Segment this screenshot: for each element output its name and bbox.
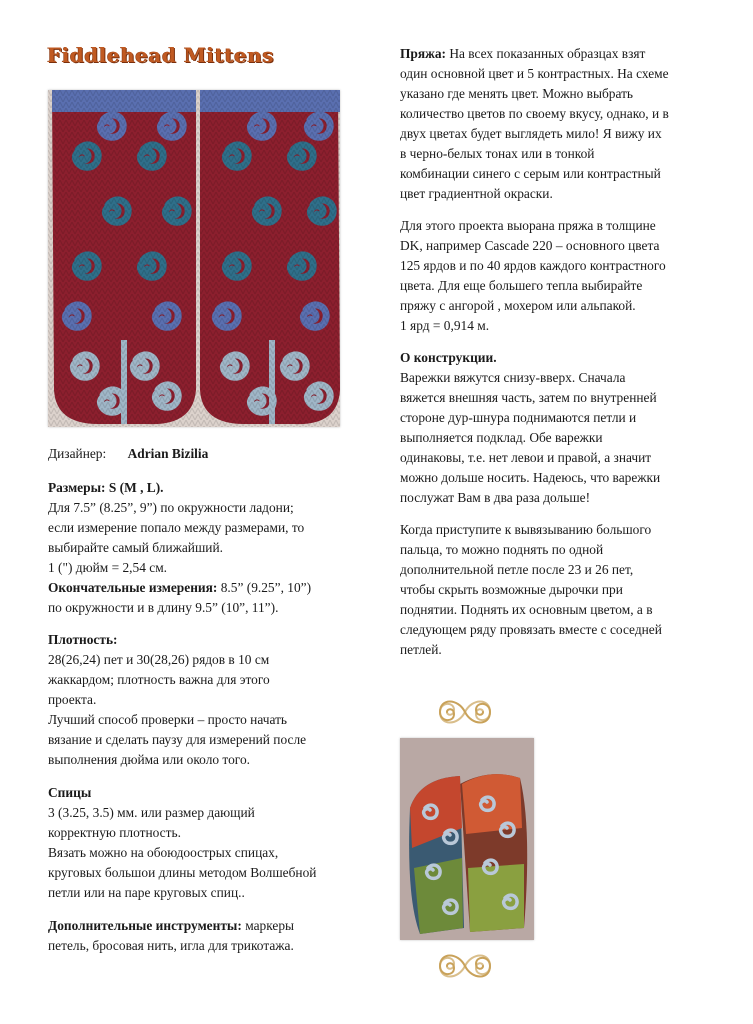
needles-line5: петли или на паре круговых спиц.. xyxy=(48,885,245,900)
mitten-photo-main xyxy=(48,90,340,427)
construction-p2-line: петлей. xyxy=(400,642,442,657)
needles-line3: Вязать можно на обоюдоострых спицах, xyxy=(48,845,279,860)
construction-p1-line: стороне дур-шнура поднимаются петли и xyxy=(400,410,637,425)
yarn-label: Пряжа: xyxy=(400,46,446,61)
notions-label: Дополнительные инструменты: xyxy=(48,918,242,933)
left-column xyxy=(48,444,383,967)
construction-p2-line: дополнительной петле после 23 и 26 пет, xyxy=(400,562,634,577)
needles-line2: корректную плотность. xyxy=(48,825,181,840)
designer-label: Дизайнер: xyxy=(48,446,107,461)
yarn-p2-line: DK, например Cascade 220 – основного цвета xyxy=(400,238,660,253)
notions-line2: петель, бросовая нить, игла для трикотажа. xyxy=(48,938,294,953)
right-column xyxy=(400,44,740,671)
yarn-p2-line: 125 ярдов и по 40 ярдов каждого контрастного xyxy=(400,258,666,273)
construction-p1-line: выполняется подклад. Обе варежки xyxy=(400,430,603,445)
yarn-p1-line: На всех показанных образцах взят xyxy=(445,46,646,61)
mitten-photo-secondary xyxy=(400,738,534,940)
swirl-ornament-icon xyxy=(430,690,500,734)
sizes-value: S (M , L). xyxy=(108,480,164,495)
gauge-line1: 28(26,24) пет и 30(28,26) рядов в 10 см xyxy=(48,652,270,667)
final-line2: по окружности и в длину 9.5” (10”, 11”). xyxy=(48,600,279,615)
final-label: Окончательные измерения: xyxy=(48,580,218,595)
construction-p2-line: пальца, то можно поднять по одной xyxy=(400,542,604,557)
page-title: Fiddlehead Mittens xyxy=(47,43,274,67)
sizes-line3: выбирайте самый ближайший. xyxy=(48,540,223,555)
yarn-p2-line: 1 ярд = 0,914 м. xyxy=(400,318,490,333)
yarn-p1-line: указано где менять цвет. Можно выбрать xyxy=(400,86,634,101)
gauge-line6: выполнения дюйма или около того. xyxy=(48,752,250,767)
gauge-line3: проекта. xyxy=(48,692,97,707)
final-value: 8.5” (9.25”, 10”) xyxy=(220,580,312,595)
yarn-p2-line: Для этого проекта выорана пряжа в толщине xyxy=(400,218,656,233)
construction-p1-line: Варежки вяжутся снизу-вверх. Сначала xyxy=(400,370,626,385)
construction-p1-line: одинаковы, т.е. нет левои и правой, а значит xyxy=(400,450,652,465)
construction-p1-line: можно дольше носить. Надеюсь, что варежки xyxy=(400,470,661,485)
yarn-p1-line: комбинации синего с серым или контрастный xyxy=(400,166,661,181)
construction-p1-line: вяжется внешняя часть, затем по внутренней xyxy=(400,390,657,405)
gauge-line4: Лучший способ проверки – просто начать xyxy=(48,712,288,727)
swirl-ornament-icon xyxy=(430,944,500,988)
construction-p2-line: чтобы скрыть возможные дырочки при xyxy=(400,582,623,597)
sizes-line4: 1 (") дюйм = 2,54 см. xyxy=(48,560,168,575)
yarn-p1-line: двух цветах будет выглядеть мило! Я вижу их xyxy=(400,126,662,141)
designer-name: Adrian Bizilia xyxy=(127,446,209,461)
sizes-line1: Для 7.5” (8.25”, 9”) по окружности ладони; xyxy=(48,500,294,515)
construction-p2-line: поднятии. Поднять их основным цветом, а в xyxy=(400,602,653,617)
needles-label: Спицы xyxy=(48,785,92,800)
yarn-p2-line: цвета. Для еще большего тепла выбирайте xyxy=(400,278,643,293)
construction-p2-line: Когда приступите к вывязыванию большого xyxy=(400,522,652,537)
yarn-p1-line: один основной цвет и 5 контрастных. На схеме xyxy=(400,66,669,81)
gauge-line5: вязание и сделать паузу для измерений после xyxy=(48,732,307,747)
construction-p2-line: следующем ряду провязать вместе с соседней xyxy=(400,622,662,637)
needles-line4: круговых большои длины методом Волшебной xyxy=(48,865,317,880)
yarn-p1-line: в черно-белых тонах или в тонкой xyxy=(400,146,595,161)
yarn-p2-line: пряжу с ангорой , мохером или альпакой. xyxy=(400,298,636,313)
gauge-line2: жаккардом; плотность важна для этого xyxy=(48,672,270,687)
notions-rest: маркеры xyxy=(241,918,295,933)
construction-p1-line: послужат Вам в два раза дольше! xyxy=(400,490,591,505)
sizes-line2: если измерение попало между размерами, то xyxy=(48,520,305,535)
needles-line1: 3 (3.25, 3.5) мм. или размер дающий xyxy=(48,805,255,820)
sizes-label: Размеры: xyxy=(48,480,106,495)
gauge-label: Плотность: xyxy=(48,632,118,647)
yarn-p1-line: количество цветов по своему вкусу, однако, и в xyxy=(400,106,669,121)
construction-label: О конструкции. xyxy=(400,350,497,365)
yarn-p1-line: цвет градиентной окраски. xyxy=(400,186,553,201)
